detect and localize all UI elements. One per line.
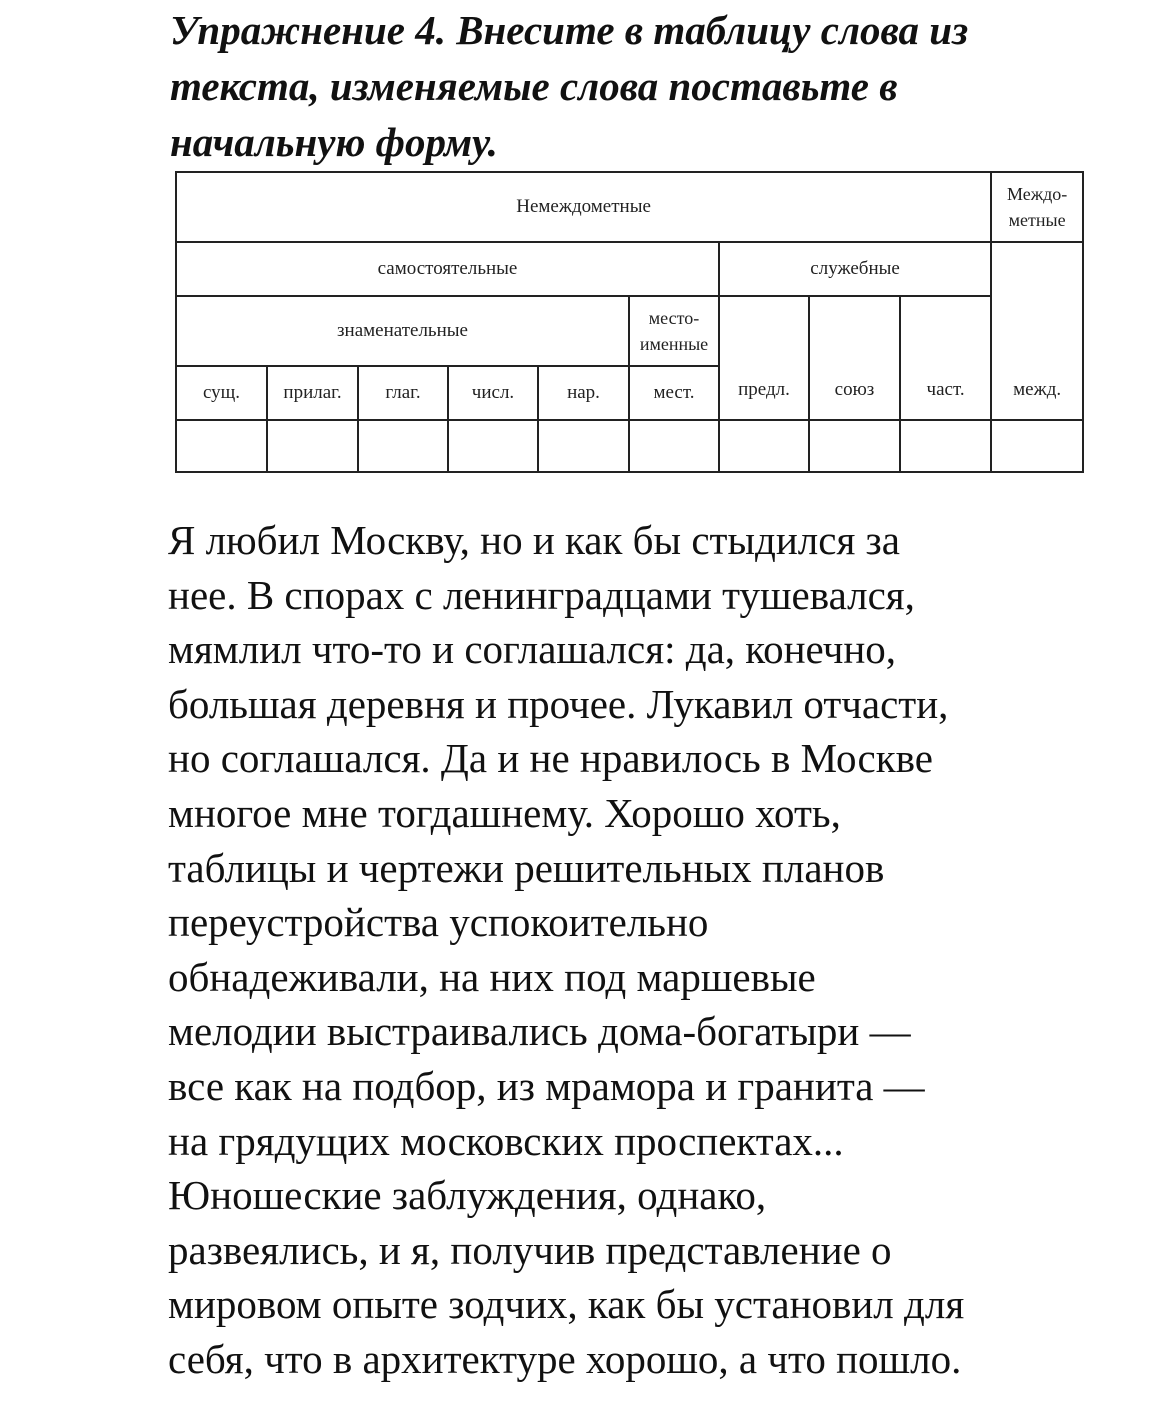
answer-cell-mezhd[interactable]: [991, 420, 1083, 472]
column-header-sushch: сущ.: [176, 366, 267, 420]
text-line: Юношеские заблуждения, однако,: [168, 1172, 767, 1219]
text-line: мямлил что-то и соглашался: да, конечно,: [168, 626, 897, 673]
column-header-chisl: числ.: [448, 366, 538, 420]
text-line: большая деревня и прочее. Лукавил отчасти,: [168, 680, 949, 727]
header-mestoimennye: [629, 296, 719, 366]
column-header-nar: нар.: [538, 366, 629, 420]
text-line: себя, что в архитектуре хорошо, а что пошло.: [168, 1335, 962, 1382]
header-mezhdometnye-line-2: метные: [1008, 210, 1066, 230]
header-mestoimennye-line-2: именные: [639, 334, 709, 354]
parts-of-speech-table: [175, 171, 1084, 473]
column-header-mezhd: межд.: [991, 242, 1083, 420]
answer-cell-glag[interactable]: [358, 420, 448, 472]
header-mezhdometnye: [991, 172, 1083, 242]
text-line: Я любил Москву, но и как бы стыдился за: [168, 517, 900, 563]
text-line: все как на подбор, из мрамора и гранита —: [168, 1062, 925, 1109]
answer-cell-sushch[interactable]: [176, 420, 267, 472]
column-header-chast: част.: [900, 296, 991, 420]
title-line-3: начальную форму.: [170, 119, 498, 165]
header-mestoimennye-line-1: место-: [648, 308, 700, 328]
answer-cell-prilag[interactable]: [267, 420, 358, 472]
answer-cell-nar[interactable]: [538, 420, 629, 472]
header-nonmezhdometnye: Немеждометные: [176, 172, 991, 242]
column-header-mest: мест.: [629, 366, 719, 420]
text-line: мировом опыте зодчих, как бы установил для: [168, 1281, 965, 1328]
exercise-text: [168, 513, 1158, 1387]
answer-cell-predl[interactable]: [719, 420, 809, 472]
exercise-title: [170, 2, 1130, 170]
text-line: нее. В спорах с ленинградцами тушевался,: [168, 571, 915, 618]
text-line: мелодии выстраивались дома-богатыри —: [168, 1008, 911, 1055]
header-znamenatelnye: знаменательные: [176, 296, 629, 366]
answer-cell-mest[interactable]: [629, 420, 719, 472]
column-header-glag: глаг.: [358, 366, 448, 420]
column-header-soyuz: союз: [809, 296, 900, 420]
column-header-prilag: прилаг.: [267, 366, 358, 420]
text-line: но соглашался. Да и не нравилось в Москве: [168, 735, 933, 782]
answer-cell-chast[interactable]: [900, 420, 991, 472]
column-header-predl: предл.: [719, 296, 809, 420]
title-line-2: текста, изменяемые слова поставьте в: [170, 63, 898, 109]
title-line-1: Упражнение 4. Внесите в таблицу слова из: [170, 7, 969, 53]
text-line: развеялись, и я, получив представление о: [168, 1226, 892, 1273]
header-sluzhebnye: служебные: [719, 242, 991, 296]
text-line: на грядущих московских проспектах...: [168, 1117, 844, 1164]
header-samostoyatelnye: самостоятельные: [176, 242, 719, 296]
header-mezhdometnye-line-1: Междо-: [1006, 184, 1068, 204]
text-line: обнадеживали, на них под маршевые: [168, 953, 816, 1000]
text-line: многое мне тогдашнему. Хорошо хоть,: [168, 789, 841, 836]
answer-cell-chisl[interactable]: [448, 420, 538, 472]
answer-cell-soyuz[interactable]: [809, 420, 900, 472]
text-line: таблицы и чертежи решительных планов: [168, 844, 885, 891]
text-line: переустройства успокоительно: [168, 899, 709, 946]
